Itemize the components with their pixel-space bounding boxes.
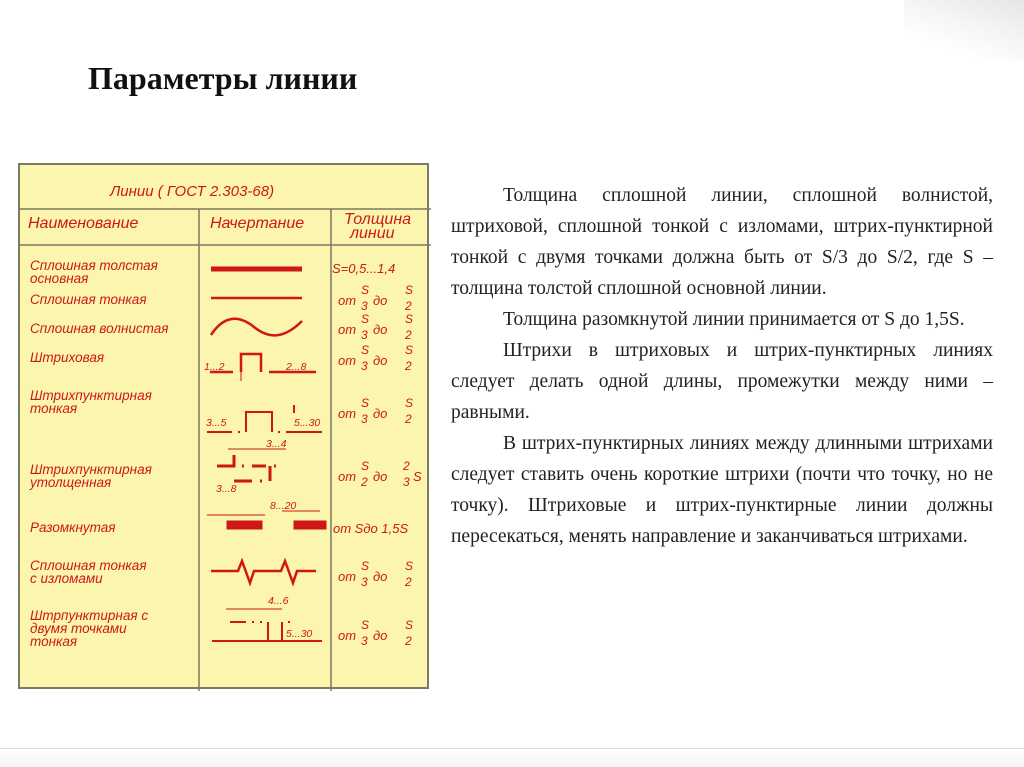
row-frac-den: 3 [361, 359, 368, 373]
row-to: до [373, 293, 388, 308]
row-frac-den: 3 [361, 412, 368, 426]
row-frac-num: S [361, 459, 370, 473]
row-thickness: от Sдо 1,5S [333, 521, 409, 536]
line-samples [207, 269, 326, 641]
row-frac-num: S [361, 312, 370, 326]
row-to: до [373, 322, 388, 337]
row-name: двумя точками [30, 621, 127, 636]
row-frac-den: 2 [405, 359, 412, 373]
row-dim: 3...5 [206, 417, 227, 429]
row-name: основная [30, 271, 89, 286]
row-name: Сплошная тонкая [30, 292, 147, 307]
row-frac-den: 2 [405, 299, 412, 313]
row-name: Сплошная волнистая [30, 321, 169, 336]
row-frac-den: 3 [361, 575, 368, 589]
row-name: Сплошная тонкая [30, 558, 147, 573]
row-name: Штрпунктирная с [30, 608, 149, 623]
row-frac-den: 3 [361, 299, 368, 313]
row-name: Сплошная толстая [30, 258, 158, 273]
sample-dash-dot-thick [217, 449, 320, 511]
row-from: от [338, 353, 357, 368]
row-name: Штрихпунктирная [30, 462, 152, 477]
row-frac-num: 2 [403, 459, 410, 473]
row-frac-num: S [361, 283, 370, 297]
row-frac-den: 2 [405, 412, 412, 426]
row-frac-den: 2 [405, 634, 412, 648]
row-frac-num: S [361, 343, 370, 357]
row-to: до [373, 353, 388, 368]
row-name: тонкая [30, 634, 78, 649]
corner-shadow [904, 0, 1024, 60]
sample-wavy [211, 319, 302, 336]
row-dim: 2...8 [286, 361, 307, 373]
row-thickness: S=0,5...1,4 [332, 261, 396, 276]
paragraph: Штрихи в штриховых и штрих-пунктирных линиях следует делать одной длины, промежутки между ними – равными. [451, 340, 993, 423]
paragraph: Толщина сплошной линии, сплошной волнистой, штриховой, сплошной тонкой с изломами, штрих-пунктирной тонкой с двумя точками должна быть от S/3 до S/2, где S – толщина толстой сплошной основной линии. [451, 185, 993, 299]
row-dim: 4...6 [268, 595, 289, 607]
row-frac-den: 3 [361, 634, 368, 648]
row-frac-num: S [405, 343, 414, 357]
paragraph: Толщина разомкнутой линии принимается от S до 1,5S. [503, 309, 965, 330]
header-name: Наименование [28, 215, 139, 232]
paragraph: В штрих-пунктирных линиях между длинными штрихами следует ставить очень короткие штрихи (почти что точку, но не точку). Штриховые и штрих-пунктирные линии должны пересекаться, менять направление и заканчиваться штрихами. [451, 433, 993, 547]
row-from: от [338, 322, 357, 337]
header-drawing: Начертание [210, 215, 305, 232]
row-dim: 5...30 [294, 417, 321, 429]
row-to: до [373, 569, 388, 584]
row-from: от [338, 406, 357, 421]
row-from: от [338, 293, 357, 308]
slide-bottom-line [0, 748, 1024, 749]
row-frac-den: 3 [403, 475, 410, 489]
row-to: до [373, 469, 388, 484]
row-name: Штриховая [30, 350, 105, 365]
gost-lines-table [18, 163, 429, 689]
header-thickness-2: линии [350, 225, 395, 242]
row-frac-den: 3 [361, 328, 368, 342]
row-from: от [338, 469, 357, 484]
row-frac-num: S [405, 559, 414, 573]
slide-title: Параметры линии [88, 60, 358, 96]
row-dim: 3...8 [216, 483, 237, 495]
row-frac-num: S [361, 396, 370, 410]
row-suffix: S [413, 469, 422, 484]
body-text [451, 180, 993, 552]
row-frac-num: S [405, 283, 414, 297]
row-dim: 1...2 [204, 361, 225, 373]
row-frac-den: 2 [405, 328, 412, 342]
row-frac-den: 2 [361, 475, 368, 489]
row-name: утолщенная [30, 475, 112, 490]
row-frac-num: S [361, 559, 370, 573]
row-frac-num: S [361, 618, 370, 632]
row-from: от [338, 628, 357, 643]
row-dim: 5...30 [286, 628, 313, 640]
row-dim: 8...20 [270, 500, 297, 512]
row-frac-num: S [405, 618, 414, 632]
row-name: тонкая [30, 401, 78, 416]
table-caption: Линии ( ГОСТ 2.303-68) [110, 183, 275, 200]
sample-open-line [207, 515, 326, 529]
row-frac-den: 2 [405, 575, 412, 589]
row-to: до [373, 406, 388, 421]
header-thickness-1: Толщина [344, 211, 412, 228]
row-dim: 3...4 [266, 438, 287, 450]
row-frac-num: S [405, 396, 414, 410]
slide-bottom-edge [0, 749, 1024, 767]
row-from: от [338, 569, 357, 584]
row-name: с изломами [30, 571, 103, 586]
row-name: Разомкнутая [30, 520, 116, 535]
row-frac-num: S [405, 312, 414, 326]
row-name: Штрихпунктирная [30, 388, 152, 403]
row-to: до [373, 628, 388, 643]
sample-zigzag [211, 561, 316, 583]
